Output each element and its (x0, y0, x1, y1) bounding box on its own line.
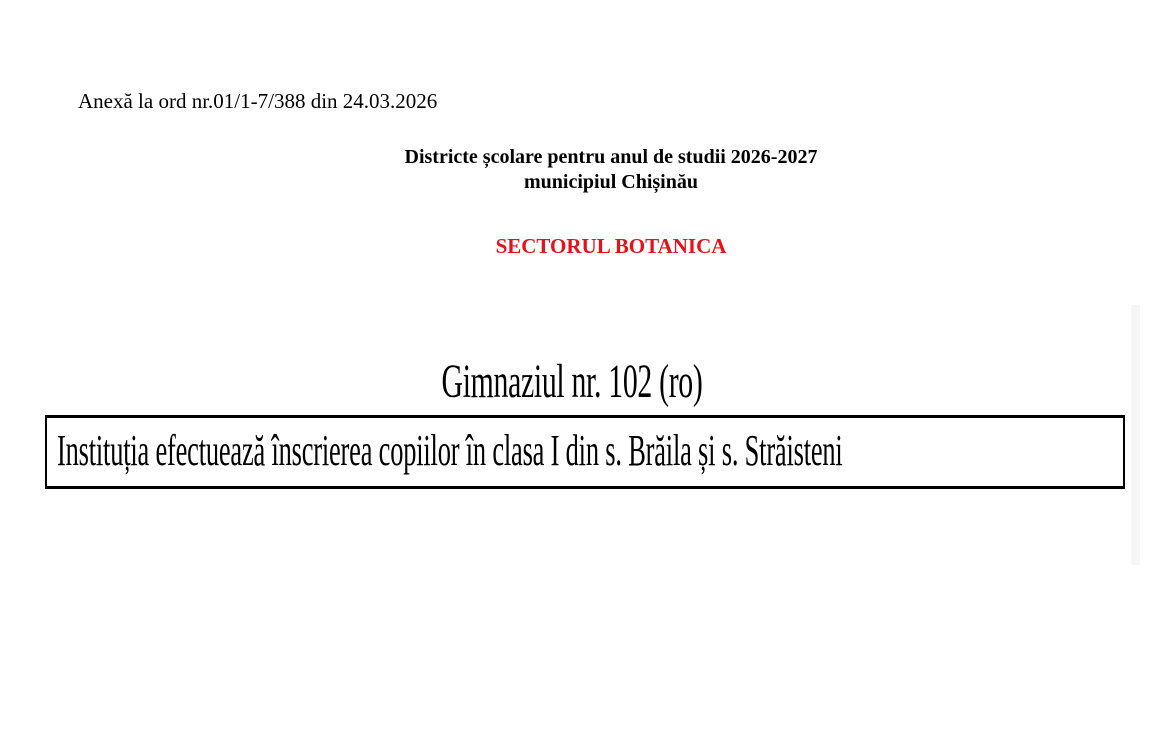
annex-reference: Anexă la ord nr.01/1-7/388 din 24.03.2026 (78, 89, 438, 113)
sector-heading: SECTORUL BOTANICA (495, 234, 727, 258)
school-name: Gimnaziul nr. 102 (ro) (441, 355, 703, 408)
page-edge-shadow (1131, 305, 1140, 565)
enrollment-note-text: Instituția efectuează înscrierea copiilor în clasa I din s. Brăila și s. Străisteni (57, 426, 843, 475)
title-line-municipality: municipiul Chișinău (524, 171, 698, 193)
enrollment-note-box (45, 415, 1125, 489)
document-title (0, 145, 1175, 195)
title-line-districts: Districte școlare pentru anul de studii 2026-2027 (404, 146, 818, 168)
